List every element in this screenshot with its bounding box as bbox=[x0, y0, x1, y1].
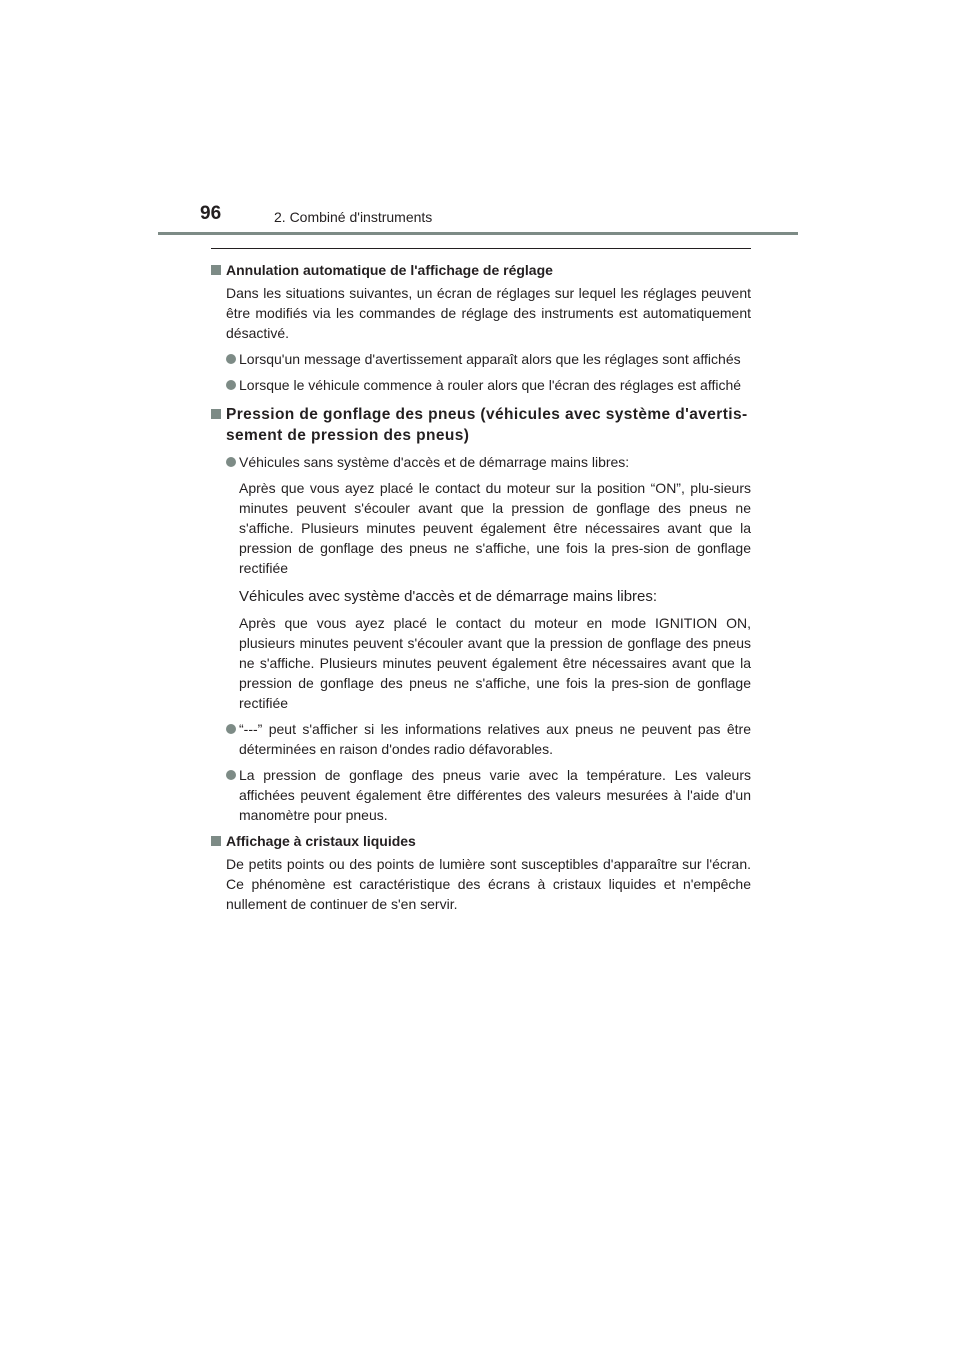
section-intro: De petits points ou des points de lumière sont susceptibles d'apparaître sur l'écran. Ce phénomène est caractéristique des écrans à cristaux liquides et n'empêche nullement de continuer de s'en servir. bbox=[226, 856, 751, 912]
round-bullet-icon bbox=[226, 380, 236, 390]
list-item: “---” peut s'afficher si les informations relatives aux pneus ne peuvent pas être déterminées en raison d'ondes radio défavorables. bbox=[211, 719, 751, 759]
page-number: 96 bbox=[200, 203, 222, 224]
chapter-title: 2. Combiné d'instruments bbox=[274, 209, 433, 225]
page-content bbox=[211, 248, 751, 914]
section-intro: Dans les situations suivantes, un écran de réglages sur lequel les réglages peuvent être modifiés via les commandes de réglage des instruments est automatiquement désactivé. bbox=[226, 285, 751, 341]
section-heading-lcd: Affichage à cristaux liquides bbox=[211, 831, 751, 851]
list-item: La pression de gonflage des pneus varie avec la température. Les valeurs affichées peuvent également être différentes des valeurs mesurées à l'aide d'un manomètre pour pneus. bbox=[211, 765, 751, 825]
paragraph-with-smart-entry: Après que vous ayez placé le contact du moteur en mode IGNITION ON, plusieurs minutes peuvent s'écouler avant que la pression de gonflage des pneus ne s'affiche. Plusieurs minutes peuvent également être nécessaires avant que la pression de gonflage des pneus ne s'affiche, une fois la pres-sion de gonflage rectifiée bbox=[239, 615, 751, 711]
square-bullet-icon bbox=[211, 836, 221, 846]
list-item: Véhicules sans système d'accès et de démarrage mains libres: bbox=[211, 452, 751, 472]
header-rule bbox=[158, 232, 798, 235]
section-heading-tire-pressure: Pression de gonflage des pneus (véhicules avec système d'avertis-sement de pression des pneus) bbox=[211, 404, 751, 446]
subheading-with-smart-entry: Véhicules avec système d'accès et de démarrage mains libres: bbox=[239, 588, 658, 605]
paragraph-without-smart-entry: Après que vous ayez placé le contact du moteur sur la position “ON”, plu-sieurs minutes peuvent s'écouler avant que la pression de gonflage des pneus ne s'affiche. Plusieurs minutes peuvent également être nécessaires avant que la pression de gonflage des pneus ne s'affiche, une fois la pres-sion de gonflage rectifiée bbox=[239, 480, 751, 576]
round-bullet-icon bbox=[226, 724, 236, 734]
square-bullet-icon bbox=[211, 409, 221, 419]
list-item: Lorsqu'un message d'avertissement apparaît alors que les réglages sont affichés bbox=[211, 349, 751, 369]
list-item: Lorsque le véhicule commence à rouler alors que l'écran des réglages est affiché bbox=[211, 375, 751, 395]
round-bullet-icon bbox=[226, 770, 236, 780]
square-bullet-icon bbox=[211, 265, 221, 275]
section-heading-auto-cancel: Annulation automatique de l'affichage de réglage bbox=[211, 260, 751, 280]
round-bullet-icon bbox=[226, 457, 236, 467]
round-bullet-icon bbox=[226, 354, 236, 364]
